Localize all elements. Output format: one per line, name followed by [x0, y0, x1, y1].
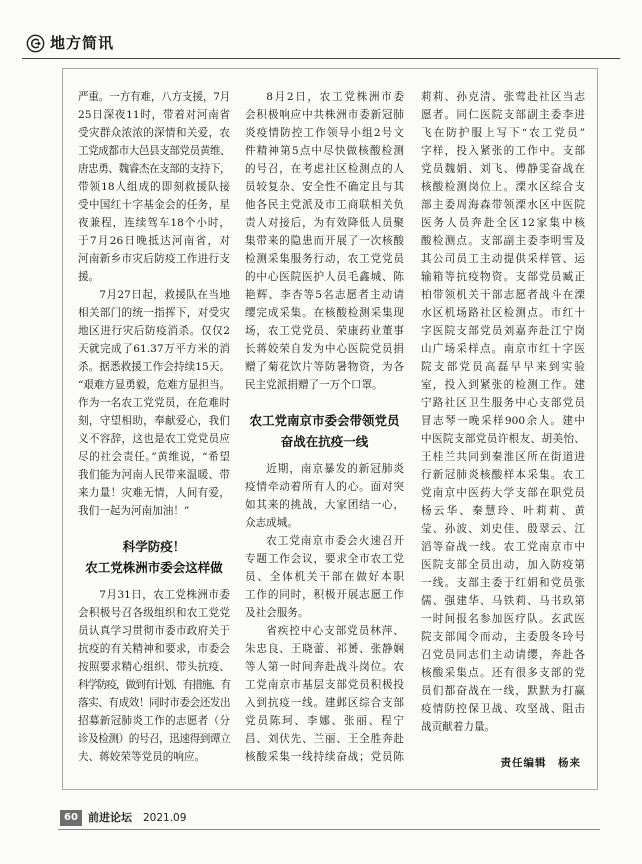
text-line: 河南新乡市灾后防疫工作进行支: [78, 253, 230, 265]
text-line: 召党员同志们主动请缨，奔赴各: [421, 649, 585, 661]
header-divider: [22, 58, 620, 59]
text-line: 核酸采集点。还有很多支部的党: [421, 667, 585, 679]
text-line: 集带来的隐患而开展了一次核酸: [245, 235, 404, 247]
text-line: 昌、刘伏先、兰丽、王全胜奔赴: [245, 733, 404, 745]
text-line: 近期，南京暴发的新冠肺炎: [266, 463, 404, 475]
text-line: “艰难方显勇毅，危难方显担当。: [78, 379, 230, 391]
text-line: 其公司员工主动提供采样管、运: [421, 253, 585, 265]
heading-line: 农工党南京市委会带领党员: [249, 413, 400, 428]
text-line: 酸检测点。支部副主委李明雪及: [421, 235, 585, 247]
text-line: 检测采集服务行动，农工党党员: [245, 253, 404, 265]
text-line: 天就完成了61.37万平方米的消: [78, 343, 230, 355]
text-line: 25日深夜11时，带着对河南省: [78, 109, 230, 121]
text-line: 战贡献着力量。: [421, 721, 496, 733]
text-line: 如其来的挑战，大家团结一心，: [245, 499, 404, 511]
text-line: 王桂兰共同到秦淮区所在街道进: [421, 451, 585, 463]
text-line: 唐忠勇、魏睿杰在支部的支持下，: [78, 163, 230, 175]
text-line: 入到抗疫一线。建邺区综合支部: [245, 697, 404, 709]
text-line: 招募新冠肺炎工作的志愿者（分: [78, 715, 230, 727]
text-line: 援。: [78, 271, 100, 283]
page-number-badge: 60: [60, 810, 82, 826]
text-line: 医院支部全员出动，加入防疫第: [421, 559, 585, 571]
text-line: 室，投入到紧张的检测工作。建: [421, 379, 585, 391]
issue-date: 2021.09: [143, 812, 187, 824]
text-line: 核酸检测岗位上。溧水区综合支: [421, 181, 585, 193]
circle-arrow-icon: [26, 34, 45, 53]
text-line: 8月2日，农工党株洲市委: [266, 91, 404, 103]
text-line: 中医院支部党员许根友、胡美怡、: [421, 433, 585, 445]
text-line: 宁路社区卫生服务中心支部党员: [421, 397, 585, 409]
text-line: 杀。据悉救援工作会持续15天。: [78, 361, 230, 373]
text-line: 工党南京市基层支部党员积极投: [245, 679, 404, 691]
text-line: 义不容辞，这也是农工党党员应: [78, 433, 230, 445]
text-line: 赠了菊花饮片等防暑物资，为各: [245, 361, 404, 373]
text-line: 核酸采集一线持续奋战；党员陈: [245, 751, 404, 763]
text-line: 7月31日，农工党株洲市委: [99, 589, 230, 601]
heading-line: 农工党株洲市委会这样做: [85, 560, 223, 575]
text-line: 飞在防护服上写下“农工党员”: [421, 127, 585, 139]
text-line: 于7月26日晚抵达河南省，对: [78, 235, 230, 247]
article-column-1: [78, 88, 230, 766]
text-line: 医务人员奔赴全区12家集中核: [421, 217, 585, 229]
text-line: 件精神第5点中尽快做核酸检测: [245, 145, 404, 157]
text-line: 受灾群众浓浓的深情和关爱，农: [78, 127, 230, 139]
text-line: 地区进行灾后防疫消杀。仅仅2: [78, 325, 230, 337]
text-line: 责人对接后，为有效降低人员聚: [245, 217, 404, 229]
text-line: 作为一名农工党党员，在危难时: [78, 397, 230, 409]
text-line: 炎疫情防控工作领导小组2号文: [245, 127, 404, 139]
text-line: 及社会服务。: [245, 607, 309, 619]
text-line: 字医院支部党员刘嘉奔赴江宁岗: [421, 325, 585, 337]
text-line: 他各民主党派及市工商联相关负: [245, 199, 404, 211]
paragraph: [78, 286, 230, 520]
section-heading: [245, 410, 404, 452]
section-title: 地方简讯: [50, 34, 115, 52]
text-line: 院支部党员高磊早早来到实验: [421, 361, 585, 373]
text-line: 莉莉、孙克清、张莺赴社区当志: [421, 91, 585, 103]
text-line: 刻，守望相助，奉献爱心，我们: [78, 415, 230, 427]
text-line: 一线。支部主委于红娟和党员张: [421, 577, 585, 589]
text-line: 朱忠良、王晓蕾、祁赟、张静娴: [245, 643, 404, 655]
text-line: 等人第一时间奔赴战斗岗位。农: [245, 661, 404, 673]
text-line: 工党成都市大邑县支部党员黄维、: [78, 145, 230, 157]
paragraph: [245, 88, 404, 394]
text-line: 我们能为河南人民带来温暖、带: [78, 469, 230, 481]
text-line: 党南京中医药大学支部在职党员: [421, 487, 585, 499]
text-line: 一时间报名参加医疗队。玄武医: [421, 613, 585, 625]
text-line: 滔等奋战一线。农工党南京市中: [421, 541, 585, 553]
paragraph: [421, 88, 585, 736]
text-line: 尽的社会责任。”黄维说，“希望: [78, 451, 230, 463]
text-line: 诊及检测）的号召，迅速得到谭立: [78, 733, 230, 745]
text-line: 长蒋姣荣自发为中心医院党员捐: [245, 343, 404, 355]
magazine-name: 前进论坛: [88, 811, 132, 824]
text-line: 专题工作会议，要求全市农工党: [245, 553, 404, 565]
text-line: 字样，投入紧张的工作中。支部: [421, 145, 585, 157]
paragraph: [78, 88, 230, 286]
text-line: 抗疫的有关精神和要求，市委会: [78, 643, 230, 655]
text-line: 工作的同时，积极开展志愿工作: [245, 589, 404, 601]
editor-credit: 责任编辑 杨来: [500, 757, 581, 769]
text-line: 众志成城。: [245, 517, 298, 529]
text-line: 7月27日起，救援队在当地: [99, 289, 230, 301]
text-line: 落实、有成效！同时市委会还发出: [78, 697, 230, 709]
text-line: 科学防疫，做到有计划、有措施、有: [78, 679, 230, 691]
text-line: 杨云华、秦慧玲、叶莉莉、黄: [421, 505, 585, 517]
text-line: 严重。一方有难，八方支援，7月: [78, 91, 230, 103]
article-column-3: [421, 88, 585, 772]
text-line: 夜兼程，连续驾车18个小时，: [78, 217, 230, 229]
text-line: 来力量！灾难无情，人间有爱，: [78, 487, 230, 499]
text-line: 省疾控中心支部党员林萍、: [266, 625, 404, 637]
text-line: 柏带领机关干部志愿者战斗在溧: [421, 289, 585, 301]
paragraph: [245, 460, 404, 532]
text-line: 会积极响应中共株洲市委新冠肺: [245, 109, 404, 121]
paragraph: [78, 586, 230, 766]
text-line: 的中心医院医护人员毛鑫城、陈: [245, 271, 404, 283]
footer-divider: [58, 829, 600, 830]
text-line: 疫情防控保卫战、攻坚战、阻击: [421, 703, 585, 715]
text-line: 党员陈珂、李娜、张丽、程宁: [245, 715, 404, 727]
text-line: 疫情牵动着所有人的心。面对突: [245, 481, 404, 493]
text-line: 水区机场路社区检测点。市红十: [421, 307, 585, 319]
text-line: 民主党派捐赠了一万个口罩。: [245, 379, 383, 391]
text-line: 山广场采样点。南京市红十字医: [421, 343, 585, 355]
section-heading: [78, 536, 230, 578]
text-line: 党员魏娟、刘飞、傅静雯奋战在: [421, 163, 585, 175]
text-line: 按照要求精心组织、带头抗疫、: [78, 661, 230, 673]
text-line: 的号召，在考虑社区检测点的人: [245, 163, 404, 175]
text-line: 农工党南京市委会火速召开: [266, 535, 404, 547]
text-line: 冒志琴一晚采样900余人。建中: [421, 415, 585, 427]
text-line: 我们一起为河南加油！”: [78, 505, 190, 517]
text-line: 行新冠肺炎核酸样本采集。农工: [421, 469, 585, 481]
text-line: 受中国红十字基金会的任务，星: [78, 199, 230, 211]
paragraph: [245, 532, 404, 622]
text-line: 儒、强建华、马铁莉、马书玖第: [421, 595, 585, 607]
text-line: 带领18人组成的即刻救援队接: [78, 181, 230, 193]
text-line: 员、全体机关干部在做好本职: [245, 571, 404, 583]
text-line: 缨完成采集。在核酸检测采集现: [245, 307, 404, 319]
text-line: 院支部闻令而动，主委殷冬玲号: [421, 631, 585, 643]
text-line: 场，农工党党员、荣康药业董事: [245, 325, 404, 337]
text-line: 员认真学习贯彻市委市政府关于: [78, 625, 230, 637]
text-line: 艳辉、李杏等5名志愿者主动请: [245, 289, 404, 301]
text-line: 部主委周海森带领溧水区中医院: [421, 199, 585, 211]
text-line: 员较复杂、安全性不确定且与其: [245, 181, 404, 193]
text-line: 输箱等抗疫物资。支部党员臧正: [421, 271, 585, 283]
text-line: 相关部门的统一指挥下，对受灾: [78, 307, 230, 319]
article-column-2: [245, 88, 404, 766]
paragraph: [245, 622, 404, 766]
text-line: 愿者。同仁医院支部副主委李进: [421, 109, 585, 121]
text-line: 员们都奋战在一线，默默为打赢: [421, 685, 585, 697]
heading-line: 科学防疫！: [122, 539, 186, 554]
text-line: 会积极号召各级组织和农工党党: [78, 607, 230, 619]
text-line: 莹、孙波、刘史佳、殷翠云、江: [421, 523, 585, 535]
heading-line: 奋战在抗疫一线: [280, 434, 369, 449]
text-line: 夫、蒋姣荣等党员的响应。: [78, 751, 206, 763]
